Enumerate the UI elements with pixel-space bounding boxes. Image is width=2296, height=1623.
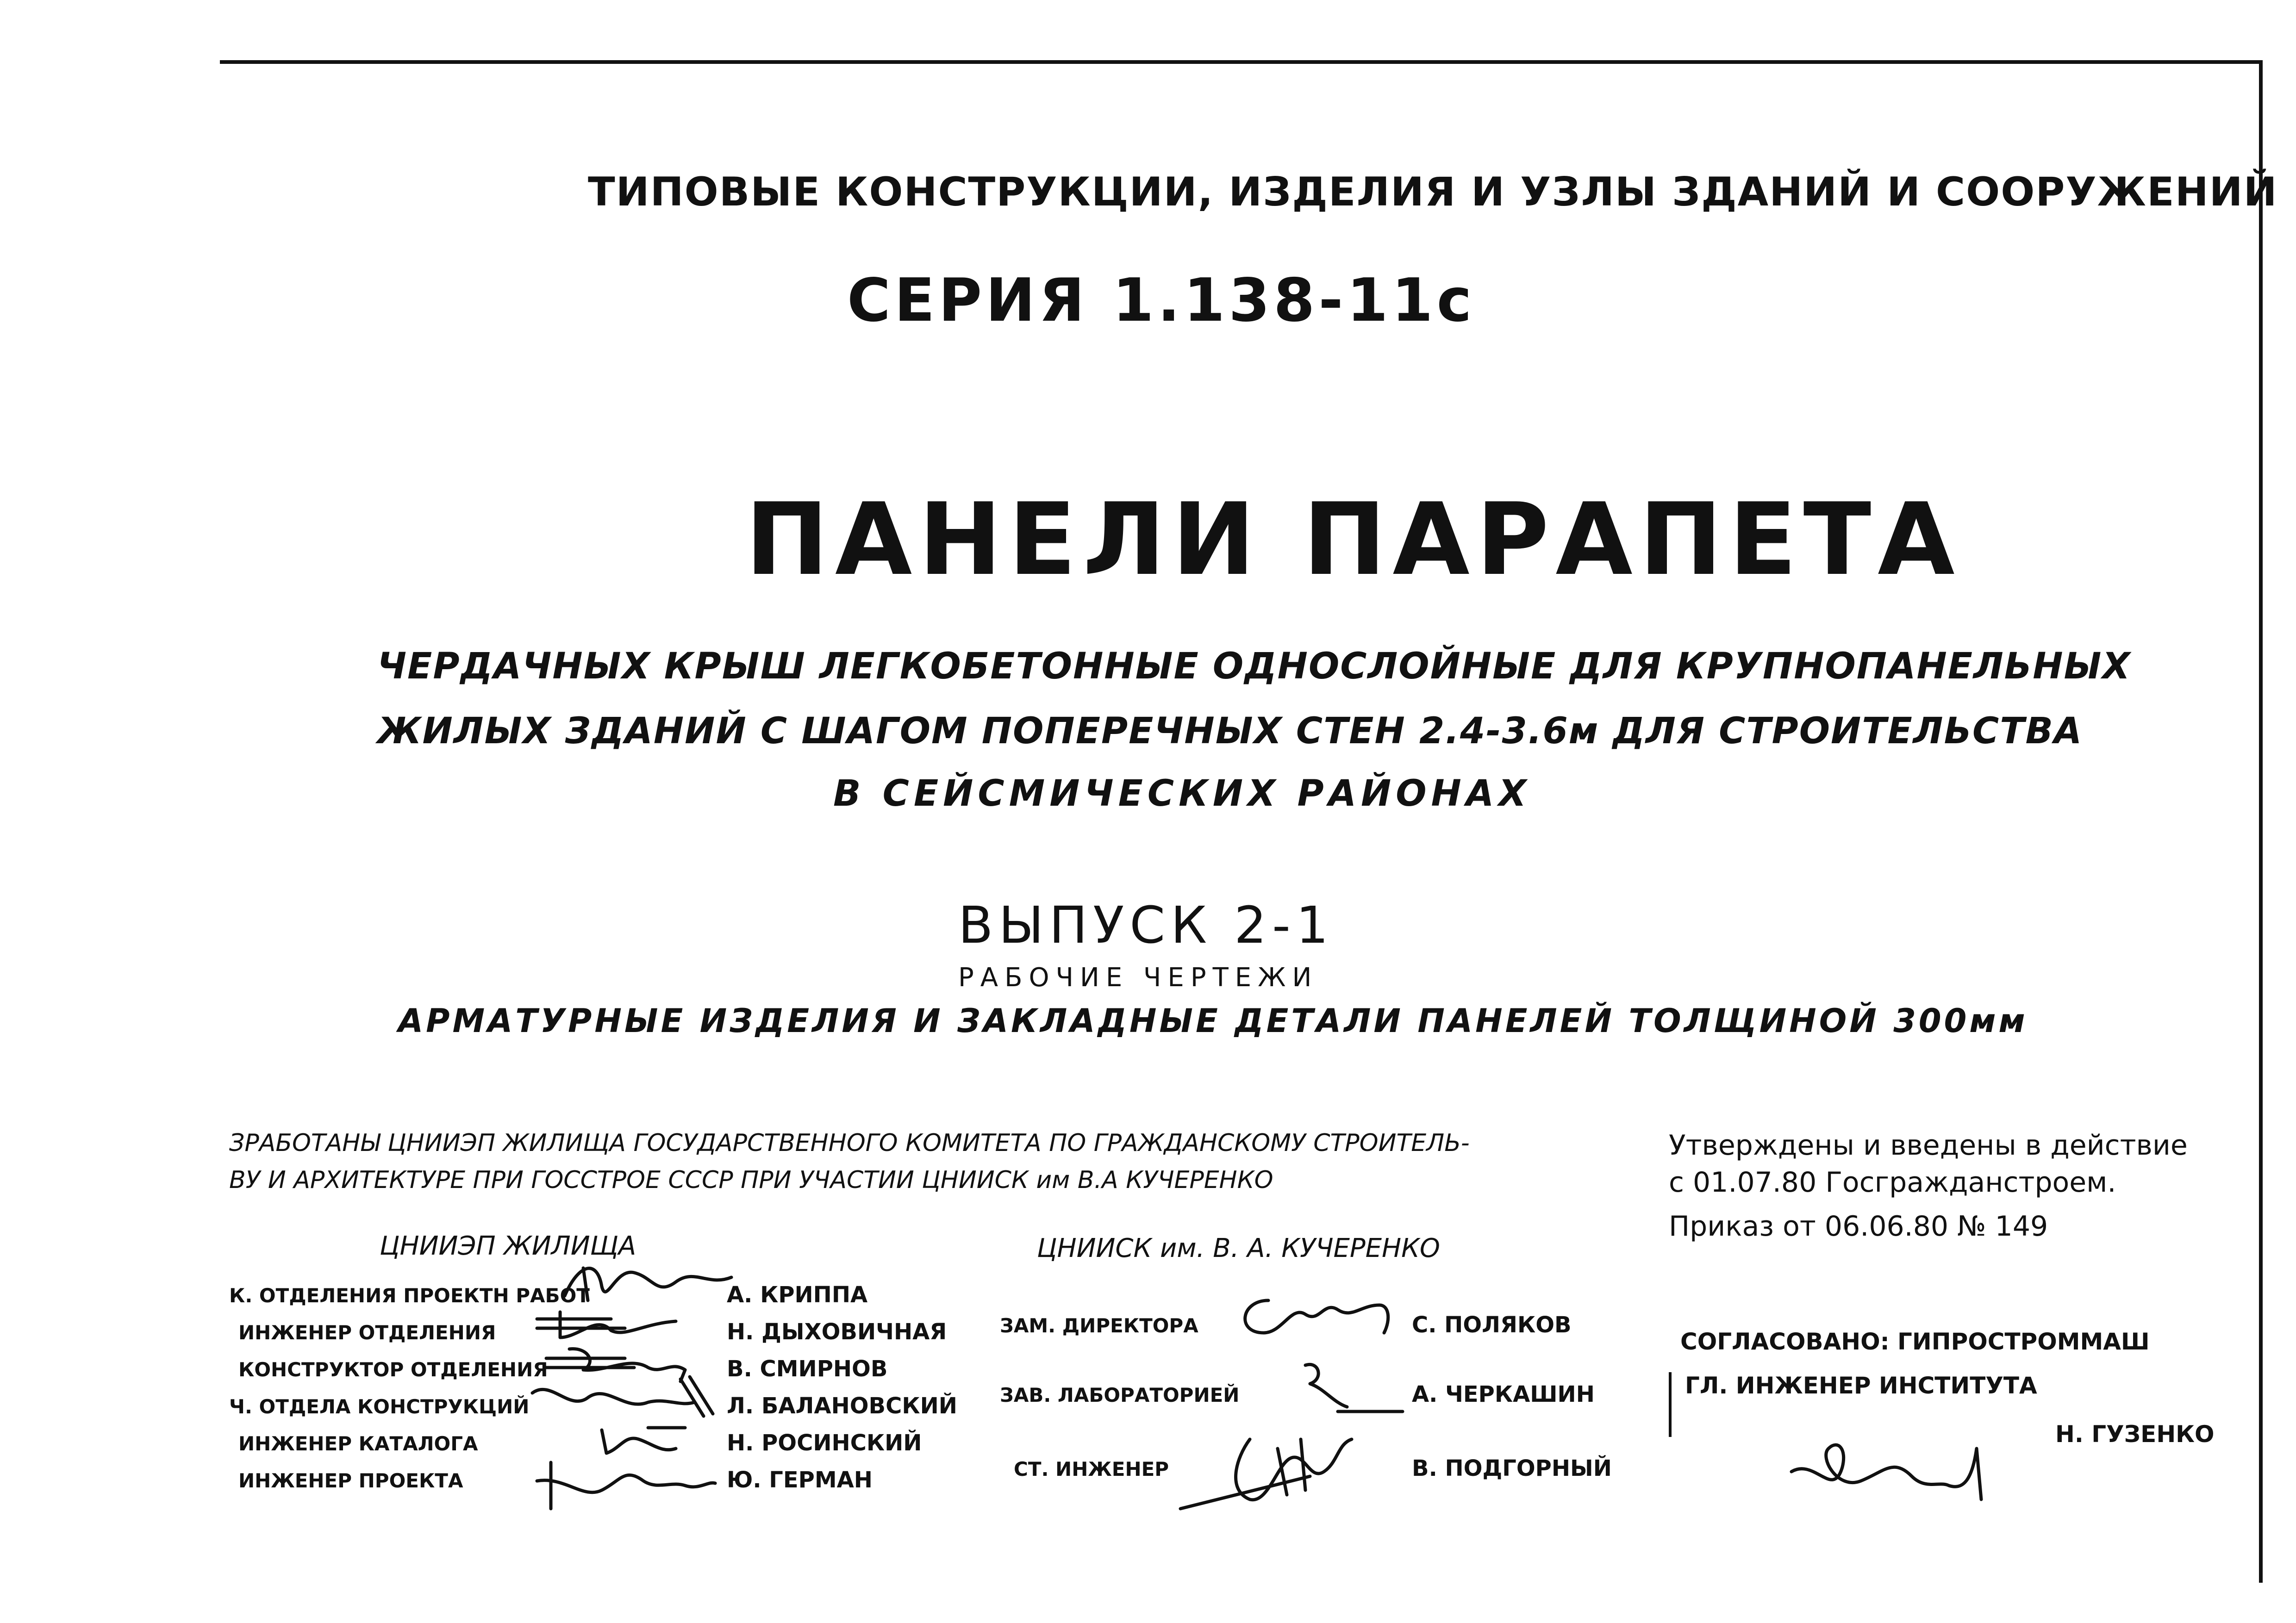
signatory-name: А. КРИППА [727,1282,868,1308]
signature-cherkashin [1278,1356,1407,1425]
series-number: СЕРИЯ 1.138-11с [847,266,1476,335]
issue-number: ВЫПУСК 2-1 [958,895,1334,955]
signatory-role: ИНЖЕНЕР ОТДЕЛЕНИЯ [238,1321,496,1344]
series-group-heading: ТИПОВЫЕ КОНСТРУКЦИИ, ИЗДЕЛИЯ И УЗЛЫ ЗДАНИЙ И СООРУЖЕНИЙ [588,169,2278,215]
frame-top-border [220,60,2262,64]
signatory-name: А. ЧЕРКАШИН [1412,1381,1595,1407]
signature-dykhovichnaya [532,1305,680,1342]
developed-by-line-2: ВУ И АРХИТЕКТУРЕ ПРИ ГОССТРОЕ СССР ПРИ УЧАСТИИ ЦНИИСК им В.А КУЧЕРЕНКО [229,1166,1273,1194]
signature-german [532,1453,718,1518]
agreed-label: СОГЛАСОВАНО: ГИПРОСТРОММАШ [1680,1328,2150,1355]
signatory-role: Ч. ОТДЕЛА КОНСТРУКЦИЙ [229,1395,530,1418]
signatory-name: Л. БАЛАНОВСКИЙ [727,1393,957,1419]
left-org-heading: ЦНИИЭП ЖИЛИЩА [380,1231,636,1261]
subtitle-line-3: В СЕЙСМИЧЕСКИХ РАЙОНАХ [833,773,1531,815]
subtitle-line-1: ЧЕРДАЧНЫХ КРЫШ ЛЕГКОБЕТОННЫЕ ОДНОСЛОЙНЫЕ ДЛЯ КРУПНОПАНЕЛЬНЫХ [377,646,2131,687]
developed-by-line-1: ЗРАБОТАНЫ ЦНИИЭП ЖИЛИЩА ГОСУДАРСТВЕННОГО КОМИТЕТА ПО ГРАЖДАНСКОМУ СТРОИТЕЛЬ- [229,1129,1470,1157]
issue-type: РАБОЧИЕ ЧЕРТЕЖИ [958,963,1318,993]
signatory-role: К. ОТДЕЛЕНИЯ ПРОЕКТН РАБОТ [229,1284,590,1307]
frame-right-border [2259,60,2263,1583]
signature-polyakov [1231,1287,1398,1347]
signatory-role: ИНЖЕНЕР ПРОЕКТА [238,1469,463,1492]
signatory-role: ЗАВ. ЛАБОРАТОРИЕЙ [1000,1384,1240,1406]
issue-content: АРМАТУРНЫЕ ИЗДЕЛИЯ И ЗАКЛАДНЫЕ ДЕТАЛИ ПАНЕЛЕЙ ТОЛЩИНОЙ 300мм [398,1002,2028,1040]
document-title: ПАНЕЛИ ПАРАПЕТА [745,481,1961,597]
signatory-name: Ю. ГЕРМАН [727,1467,873,1493]
signatory-name: С. ПОЛЯКОВ [1412,1312,1572,1338]
approval-line-3: Приказ от 06.06.80 № 149 [1669,1210,2048,1243]
signatory-name: В. СМИРНОВ [727,1356,888,1382]
signatory-role: КОНСТРУКТОР ОТДЕЛЕНИЯ [238,1358,548,1381]
mid-org-heading: ЦНИИСК им. В. А. КУЧЕРЕНКО [1037,1233,1440,1263]
approval-line-1: Утверждены и введены в действие [1669,1129,2188,1162]
signature-krippa [560,1254,736,1310]
agreed-bracket [1669,1372,1672,1437]
signatory-name: Н. РОСИНСКИЙ [727,1430,922,1456]
signature-podgorny [1171,1421,1366,1513]
agreed-name: Н. ГУЗЕНКО [2055,1421,2215,1448]
signatory-role: ЗАМ. ДИРЕКТОРА [1000,1314,1198,1337]
signatory-role: СТ. ИНЖЕНЕР [1014,1458,1169,1480]
signatory-role: ИНЖЕНЕР КАТАЛОГА [238,1432,478,1455]
agreed-role: ГЛ. ИНЖЕНЕР ИНСТИТУТА [1685,1372,2037,1399]
signature-balanovsky [523,1370,718,1421]
approval-line-2: с 01.07.80 Госгражданстроем. [1669,1166,2116,1199]
signature-guzenko [1787,1430,1990,1523]
subtitle-line-2: ЖИЛЫХ ЗДАНИЙ С ШАГОМ ПОПЕРЕЧНЫХ СТЕН 2.4-3.6м ДЛЯ СТРОИТЕЛЬСТВА [377,710,2083,752]
signatory-name: В. ПОДГОРНЫЙ [1412,1455,1612,1481]
signatory-name: Н. ДЫХОВИЧНАЯ [727,1319,947,1345]
